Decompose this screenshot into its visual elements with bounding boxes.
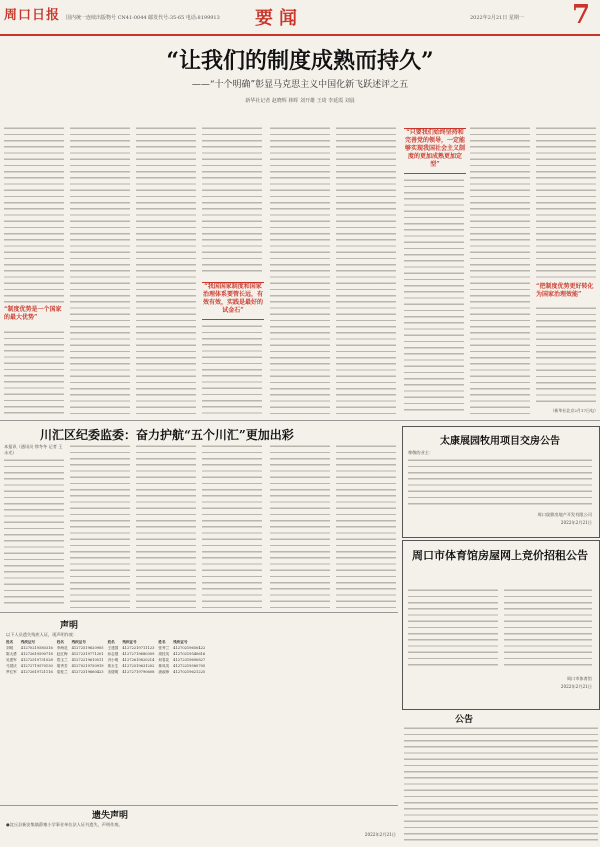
lower-column-5 — [270, 444, 330, 608]
notice-rental-title: 周口市体育馆房屋网上竞价招租公告 — [412, 549, 588, 562]
declaration-name: 何春花 — [158, 657, 170, 662]
declaration-name: 郭永生 — [107, 663, 119, 668]
lower-column-3 — [136, 444, 196, 608]
article-column-7 — [404, 178, 464, 415]
declaration-header-cell: 姓名 — [56, 640, 64, 644]
declaration-id: 41272719680309 — [122, 651, 155, 656]
divider-2 — [0, 612, 398, 613]
notice-rental-body-left — [408, 588, 498, 668]
article-column-2 — [70, 126, 130, 415]
declaration-name: 冯小明 — [107, 657, 119, 662]
notice-rental-body-right — [504, 588, 592, 668]
declaration-id: 41272219610511 — [71, 657, 104, 662]
declaration-name: 王建国 — [107, 645, 119, 650]
main-headline: “让我们的制度成熟而持久” — [166, 48, 434, 74]
declaration-header-cell: 残疾证号 — [173, 640, 188, 644]
declaration-id: 41272619721116 — [20, 669, 53, 674]
notice-handover-body — [408, 458, 592, 506]
declaration-name: 李海花 — [56, 645, 68, 650]
notice-rental-org: 周口市体育馆 — [566, 676, 592, 681]
declaration-name: 刘明 — [6, 645, 14, 650]
lost-text: ●沈丘县新安集镇薛寨小学事业单位法人证书遗失，声明作废。 — [6, 822, 123, 827]
declaration-id: 41272319660423 — [71, 669, 104, 674]
subheadline: ——“十个明确”彰显马克思主义中国化新飞跃述评之五 — [191, 80, 409, 90]
declaration-title: 声明 — [60, 621, 79, 631]
article-column-3 — [136, 126, 196, 415]
declaration-header-cell: 姓名 — [158, 640, 166, 644]
declaration-name: 胡秀芳 — [56, 663, 68, 668]
declaration-id: 41270219650422 — [173, 645, 206, 650]
declaration-header-cell: 姓名 — [107, 640, 115, 644]
declaration-id: 41272319690827 — [173, 657, 206, 662]
article-column-8 — [470, 126, 530, 415]
article-column-5 — [270, 126, 330, 415]
article-subtitle-1: “制度优势是一个国家的最大优势” — [4, 306, 62, 321]
article-column-9b — [536, 306, 596, 406]
declaration-name: 宋德明 — [107, 669, 119, 674]
declaration-id: 41272219580705 — [173, 663, 206, 668]
issue-date: 2022年2月21日 星期一 — [470, 15, 524, 21]
declaration-id: 41270219621225 — [173, 669, 206, 674]
declaration-id: 41272519731028 — [20, 657, 53, 662]
declaration-name: 马国庆 — [6, 663, 17, 668]
lower-source: 本报讯（通讯员 徐冬冬 记者 王永光） — [4, 444, 63, 455]
declaration-id: 41272219711123 — [122, 645, 155, 650]
notice-handover-company: 周口晟鼎房地产开发有限公司 — [537, 512, 592, 517]
declaration-name: 周桂英 — [158, 651, 170, 656]
lower-column-1 — [4, 458, 64, 608]
article-subtitle-2: “把制度优势更好转化为国家治理效能” — [536, 283, 594, 298]
declaration-header-cell: 残疾证号 — [122, 640, 137, 644]
declaration-id: 41272719790608 — [122, 669, 155, 674]
declaration-id: 41272719570130 — [20, 663, 53, 668]
declaration-header-cell: 残疾证号 — [20, 640, 36, 644]
notice-handover-greeting: 尊敬的业主： — [408, 450, 434, 455]
declaration-id: 41270219750919 — [71, 663, 104, 668]
article-column-9 — [536, 126, 596, 281]
declaration-name: 赵红梅 — [56, 651, 68, 656]
section-title: 要闻 — [255, 8, 303, 29]
table-row — [4, 670, 207, 676]
declaration-name: 张秀兰 — [158, 645, 170, 650]
lower-column-2 — [70, 444, 130, 608]
pull-quote-1: “我国国家制度和国家治理体系要管长远，有效有效，实践是最好的试金石” — [202, 282, 264, 320]
declaration-intro: 以下人员遗失残疾人证，现声明作废： — [6, 632, 78, 637]
declaration-name: 梁桂兰 — [56, 669, 68, 674]
declaration-table — [4, 640, 207, 675]
notice-rental-date: 2022年2月21日 — [560, 684, 592, 689]
newspaper-logo: 周口日报 — [4, 8, 61, 23]
bulletin-title: 公告 — [455, 715, 474, 725]
article-column-1 — [4, 126, 64, 304]
declaration-id: 41272619590718 — [20, 651, 53, 656]
article-end-note: （新华社北京2月17日电） — [550, 408, 598, 413]
masthead-info: 国内统一连续出版物号 CN41-0044 邮发代号:35-65 电话:8199913 — [66, 15, 220, 21]
section-divider — [0, 420, 600, 421]
article-column-1b — [4, 330, 64, 415]
page-number: 7 — [572, 0, 591, 30]
lost-title: 遗失声明 — [92, 811, 129, 821]
notice-handover-date: 2022年2月21日 — [560, 520, 592, 525]
bulletin-body — [404, 726, 598, 842]
article-column-4 — [202, 126, 262, 276]
declaration-header-cell: 残疾证号 — [71, 640, 86, 644]
pull-quote-2: “只要我们始终坚持和完善党的领导，一定能够实现我国社会主义制度的更加成熟更加定型” — [404, 128, 466, 174]
article-column-6 — [336, 126, 396, 415]
declaration-id: 41272519631202 — [122, 663, 155, 668]
declaration-id: 41270219540616 — [173, 651, 206, 656]
declaration-name: 林凤英 — [158, 663, 170, 668]
declaration-name: 孙志强 — [107, 651, 119, 656]
lost-date: 2022年2月21日 — [364, 832, 396, 837]
byline: 新华社记者 赵晓辉 林晖 刘开雄 王琦 李延霞 刘晨 — [245, 98, 355, 104]
declaration-table-wrap — [4, 640, 398, 802]
article-column-4b — [202, 324, 262, 415]
declaration-id: 41272319771201 — [71, 651, 104, 656]
declaration-id: 41270219580316 — [20, 645, 53, 650]
divider-3 — [0, 805, 398, 806]
declaration-id: 41272619820214 — [122, 657, 155, 662]
declaration-name: 罗红军 — [6, 669, 17, 674]
declaration-id: 41272519620905 — [71, 645, 104, 650]
notice-handover-title: 太康展园牧用项目交房公告 — [440, 436, 560, 447]
declaration-name: 吴建军 — [6, 657, 17, 662]
lower-headline: 川汇区纪委监委：奋力护航“五个川汇”更加出彩 — [40, 428, 294, 442]
declaration-name: 唐淑珍 — [158, 669, 170, 674]
lower-column-4 — [202, 444, 262, 608]
declaration-header-cell: 姓名 — [6, 640, 14, 644]
declaration-name: 陈大勇 — [6, 651, 17, 656]
declaration-name: 郑玉兰 — [56, 657, 68, 662]
lower-column-6 — [336, 444, 396, 608]
